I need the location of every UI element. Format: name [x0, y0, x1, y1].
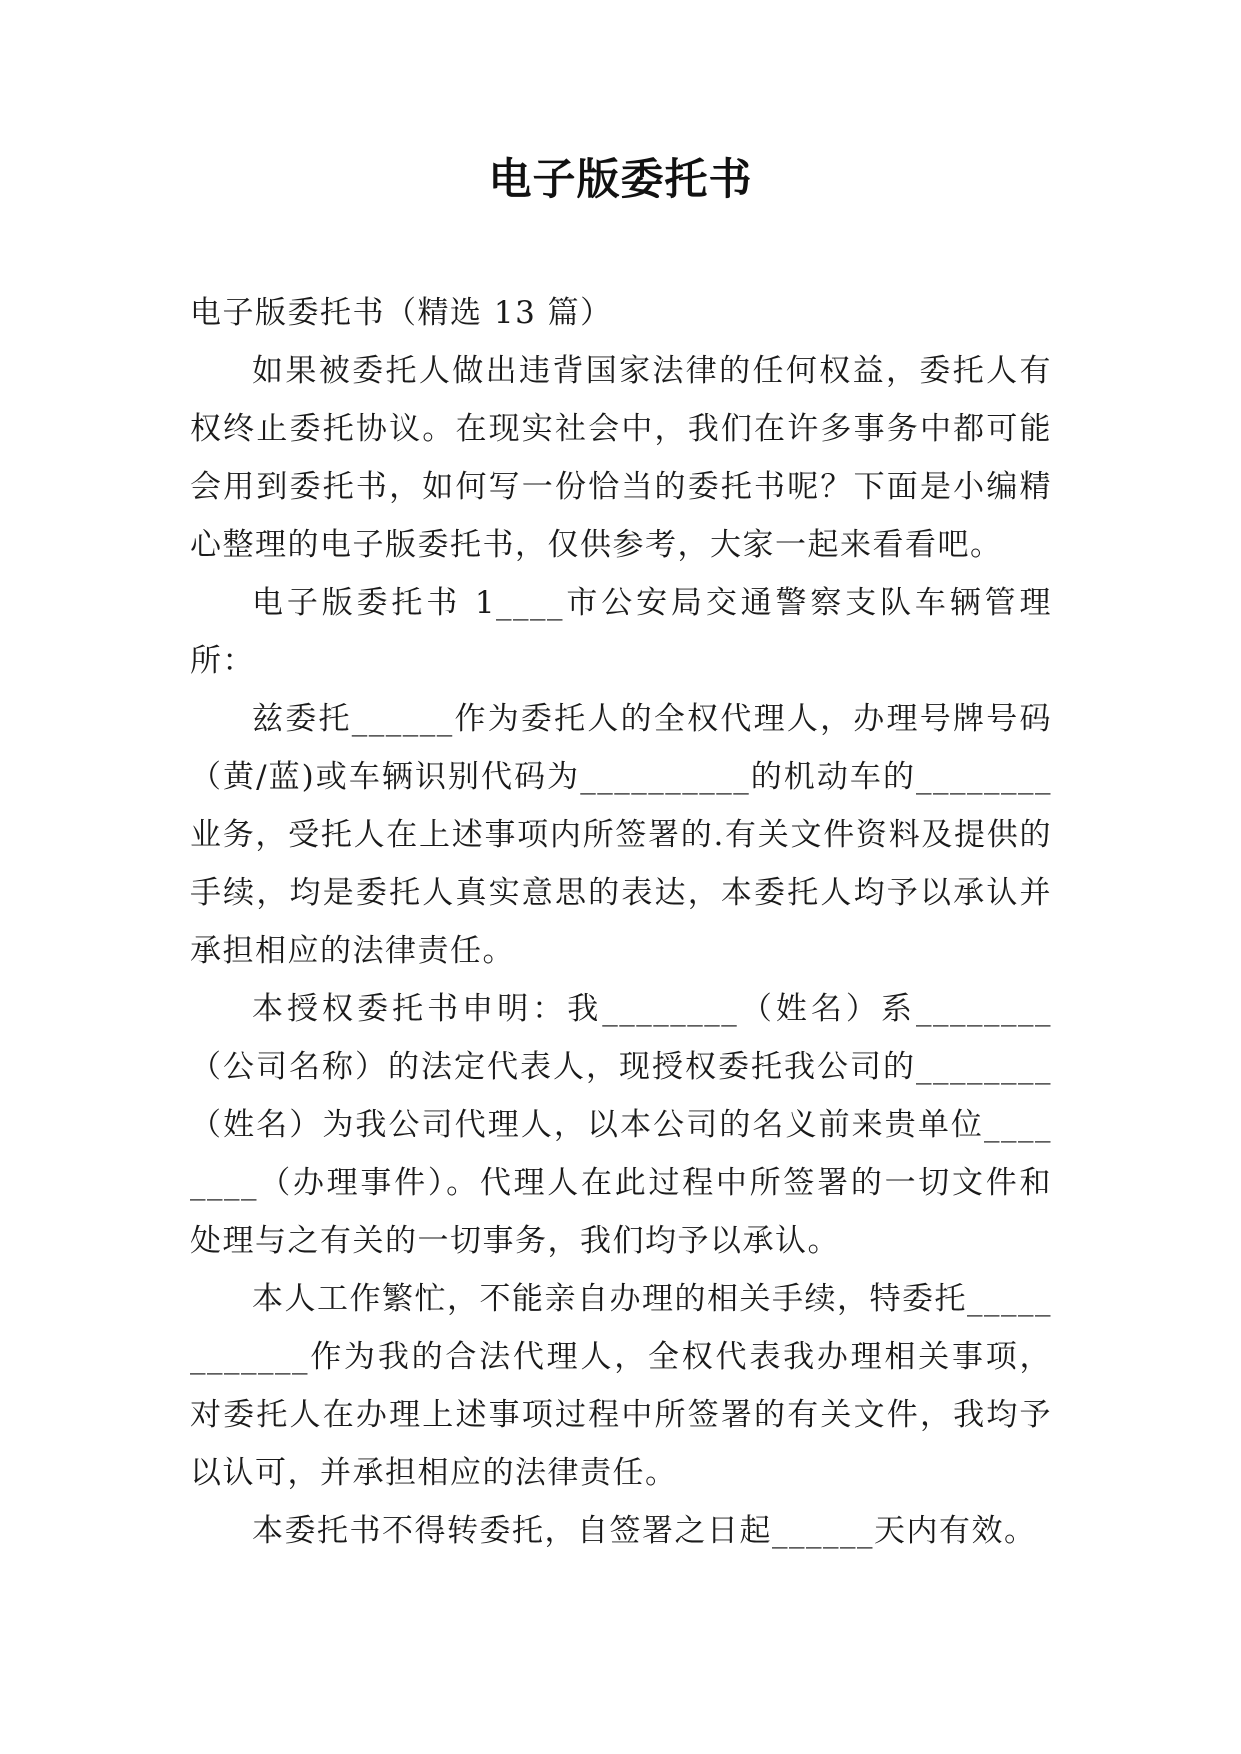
- paragraph-authorization: 本授权委托书申明：我________（姓名）系________（公司名称）的法定代表人，现授权委托我公司的________（姓名）为我公司代理人，以本公司的名义前来贵单位________（办理事件）。代理人在此过程中所签署的一切文件和处理与之有关的一切事务，我们均予以承认。: [190, 991, 1052, 1259]
- document-title: 电子版委托书: [488, 155, 753, 205]
- paragraph-validity: 本委托书不得转委托，自签署之日起______天内有效。: [252, 1513, 1037, 1549]
- paragraph-intro: 如果被委托人做出违背国家法律的任何权益，委托人有权终止委托协议。在现实社会中，我们在许多事务中都可能会用到委托书，如何写一份恰当的委托书呢？下面是小编精心整理的电子版委托书，仅供参考，大家一起来看看吧。: [190, 353, 1052, 563]
- paragraph-heading-1: 电子版委托书 1____市公安局交通警察支队车辆管理所：: [190, 585, 1052, 679]
- document-subtitle: 电子版委托书（精选 13 篇）: [190, 295, 613, 331]
- paragraph-delegation: 兹委托______作为委托人的全权代理人，办理号牌号码（黄/蓝)或车辆识别代码为__________的机动车的________业务，受托人在上述事项内所签署的.有关文件资料及提供的手续，均是委托人真实意思的表达，本委托人均予以承认并承担相应的法律责任。: [190, 701, 1052, 969]
- document-body: [190, 284, 1052, 1560]
- paragraph-personal-delegation: 本人工作繁忙，不能亲自办理的相关手续，特委托____________作为我的合法代理人，全权代表我办理相关事项，对委托人在办理上述事项过程中所签署的有关文件，我均予以认可，并承担相应的法律责任。: [190, 1281, 1052, 1491]
